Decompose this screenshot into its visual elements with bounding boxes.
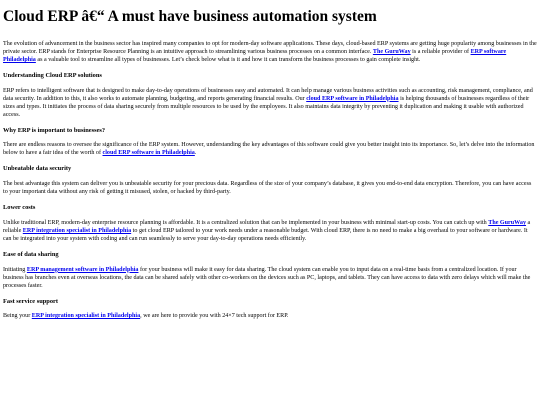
costs-text-2: a reliable <box>3 219 531 234</box>
erp-integration-specialist-link[interactable]: ERP integration specialist in Philadelphia <box>22 227 132 234</box>
section-heading-sharing: Ease of data sharing <box>3 251 59 258</box>
section-heading-service: Fast service support <box>3 297 59 305</box>
erp-software-philadelphia-link[interactable]: ERP software Philadelphia <box>3 48 507 63</box>
sharing-paragraph <box>3 266 537 290</box>
service-paragraph <box>3 312 537 320</box>
page-title: Cloud ERP â€“ A must have business automation system <box>3 8 377 25</box>
intro-text-2: is a reliable provider of <box>410 48 471 55</box>
why-text-1: There are endless reasons to oversee the significance of the ERP system. However, understanding the key advantages of this software could give you better insight into its importance. So, let’s delve into the information below to have a fair idea of the worth of <box>3 142 535 157</box>
service-text-2: , we are here to provide you with 24×7 tech support for ERP. <box>140 313 289 320</box>
security-paragraph: The best advantage this system can deliver you is unbeatable security for your precious data. Regardless of the size of your company’s database, it gives you end-to-end data encryption. Therefore, you can have access to your important data without any risk of getting it misused, stolen, or hacked by third-party. <box>3 181 532 196</box>
erp-integration-specialist-link-2[interactable]: ERP integration specialist in Philadelphia <box>31 313 141 320</box>
costs-paragraph <box>3 219 537 243</box>
costs-text-1: Unlike traditional ERP, modern-day enterprise resource planning is affordable. It is a centralized solution that can be implemented in your business with minimal start-up costs. You can catch up with <box>3 219 489 226</box>
intro-paragraph <box>3 40 537 64</box>
intro-text-3: as a valuable tool to streamline all types of businesses. Let’s check below what is it and how it can transform the business processes to gain complete insight. <box>35 56 421 63</box>
section-heading-understanding: Understanding Cloud ERP solutions <box>3 71 102 79</box>
service-text-1: Being your <box>3 313 32 320</box>
why-paragraph <box>3 141 537 157</box>
costs-text-3: to get cloud ERP tailored to your work needs under a reasonable budget. With cloud ERP, there is no need to make a big overhaul to your software or hardware. It can be integrated into your system with coding and can run seamlessly to serve your day-to-day operations needs efficiently. <box>3 227 528 242</box>
erp-management-software-link[interactable]: ERP management software in Philadelphia <box>26 266 139 273</box>
understanding-text-1: ERP refers to intelligent software that is designed to make day-to-day operations of businesses easy and automated. It can help manage various business activities such as accounting, risk management, compliance, and data security. In addition to this, it also works to automate planning, budgeting, and reports generating financial results. Our <box>3 87 533 102</box>
intro-text-1: The evolution of advancement in the business sector has inspired many companies to opt for modern-day software applications. These days, cloud-based ERP systems are getting huge popularity among businesses in the private sector. ERP stands for Enterprise Resource Planning is an intuitive approach to streamlining various business processes on a common interface. <box>3 40 537 55</box>
understanding-paragraph <box>3 87 537 119</box>
section-heading-costs: Lower costs <box>3 204 36 212</box>
cloud-erp-software-link-2[interactable]: cloud ERP software in Philadelphia <box>102 150 195 157</box>
section-heading-security: Unbeatable data security <box>3 165 72 173</box>
guruway-link[interactable]: The GuruWay <box>372 48 411 55</box>
why-text-2: . <box>194 150 197 157</box>
sharing-text-1: Initiating <box>3 266 27 273</box>
sharing-text-2: for your business will make it easy for data sharing. The cloud system can enable you to input data on a real-time basis from a centralized location. If your business has branches even at overseas locations, the data can be shared safely with other co-workers on the devices such as PC, laptops, and tablets. They can have access to data with zero delays which will make the processes faster. <box>3 266 531 289</box>
guruway-link-2[interactable]: The GuruWay <box>488 219 527 226</box>
understanding-text-2: is helping thousands of businesses regardless of their sizes and types. It initiates the process of data sharing securely from multiple resources to be used by the employees. It also maintains data integrity by preventing it duplication and making it usable with authorized access. <box>3 95 530 118</box>
cloud-erp-software-link[interactable]: cloud ERP software in Philadelphia <box>306 95 399 102</box>
section-heading-why: Why ERP is important to businesses? <box>3 126 106 134</box>
